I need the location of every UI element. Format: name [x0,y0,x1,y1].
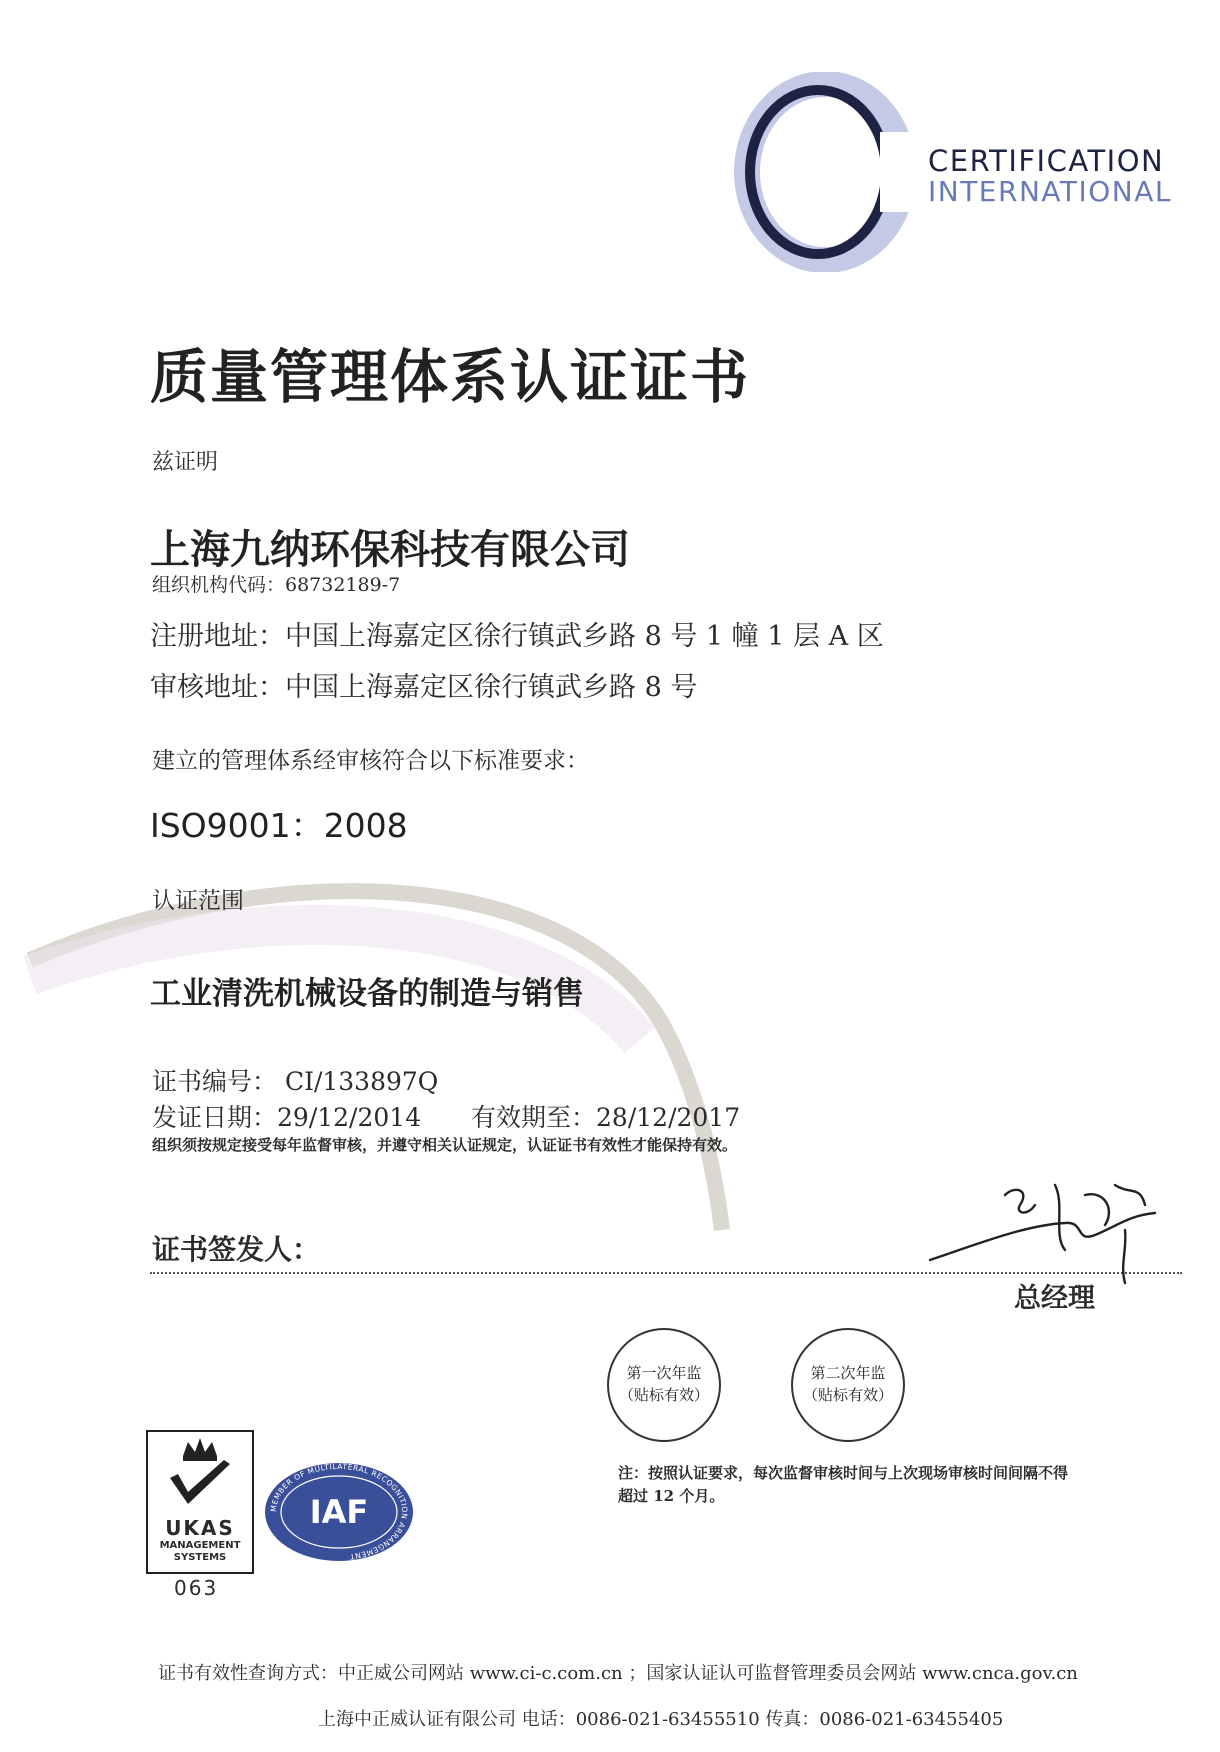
sticker-note-line-1: 注：按照认证要求，每次监督审核时间与上次现场审核时间间隔不得 [618,1464,1069,1482]
sticker-1-line-1: 第一次年监 [626,1364,702,1382]
sticker-2-line-1: 第二次年监 [810,1364,886,1382]
validity-note: 组织须按规定接受每年监督审核，并遵守相关认证规定，认证证书有效性才能保持有效。 [152,1136,738,1154]
issue-date-line [152,1098,740,1134]
expiry-date: 28/12/2017 [596,1103,741,1132]
logo-line-1: CERTIFICATION [928,144,1165,178]
crown-tick-icon [148,1432,252,1514]
org-code: 组织机构代码：68732189-7 [152,574,401,596]
ukas-sub-1: MANAGEMENT [159,1540,241,1551]
certification-international-logo [730,72,950,272]
ukas-mark [146,1430,254,1574]
registered-address: 注册地址：中国上海嘉定区徐行镇武乡路 8 号 1 幢 1 层 A 区 [150,621,884,652]
iaf-ring-text: MEMBER OF MULTILATERAL RECOGNITION ARRANGEMENT [268,1462,410,1562]
certificate-title: 质量管理体系认证证书 [150,343,751,411]
issue-label: 发证日期： [152,1103,278,1132]
standard-intro: 建立的管理体系经审核符合以下标准要求： [152,748,589,774]
first-annual-audit-sticker [607,1328,721,1442]
certificate-number: 证书编号： CI/133897Q [152,1067,439,1096]
scope: 工业清洗机械设备的制造与销售 [150,976,584,1012]
expiry-label: 有效期至： [471,1103,597,1132]
certify-label: 兹证明 [152,450,219,475]
sticker-note-line-2: 超过 12 个月。 [618,1487,725,1505]
standard: ISO9001：2008 [150,806,408,845]
ukas-number: 063 [174,1576,219,1600]
issue-date: 29/12/2014 [277,1103,422,1132]
ukas-name: UKAS [165,1516,235,1540]
second-annual-audit-sticker [791,1328,905,1442]
iaf-name: IAF [309,1493,369,1531]
handwritten-signature [915,1165,1175,1285]
sticker-2-line-2: （贴标有效） [802,1386,893,1404]
ukas-sub-2: SYSTEMS [173,1552,227,1563]
audit-address: 审核地址：中国上海嘉定区徐行镇武乡路 8 号 [150,672,698,703]
scope-label: 认证范围 [152,888,244,914]
footer-contact: 上海中正威认证有限公司 电话：0086-021-63455510 传真：0086-021-63455405 [318,1709,1004,1730]
signer-title: 总经理 [1014,1283,1095,1314]
iaf-mark [264,1462,414,1562]
logo-line-2: INTERNATIONAL [928,175,1172,208]
company-name: 上海九纳环保科技有限公司 [150,526,630,573]
sticker-1-line-2: （贴标有效） [618,1386,709,1404]
footer-verification: 证书有效性查询方式：中正威公司网站 www.ci-c.com.cn ；国家认证认可监督管理委员会网站 www.cnca.gov.cn [158,1663,1078,1684]
signer-label: 证书签发人： [152,1233,321,1266]
